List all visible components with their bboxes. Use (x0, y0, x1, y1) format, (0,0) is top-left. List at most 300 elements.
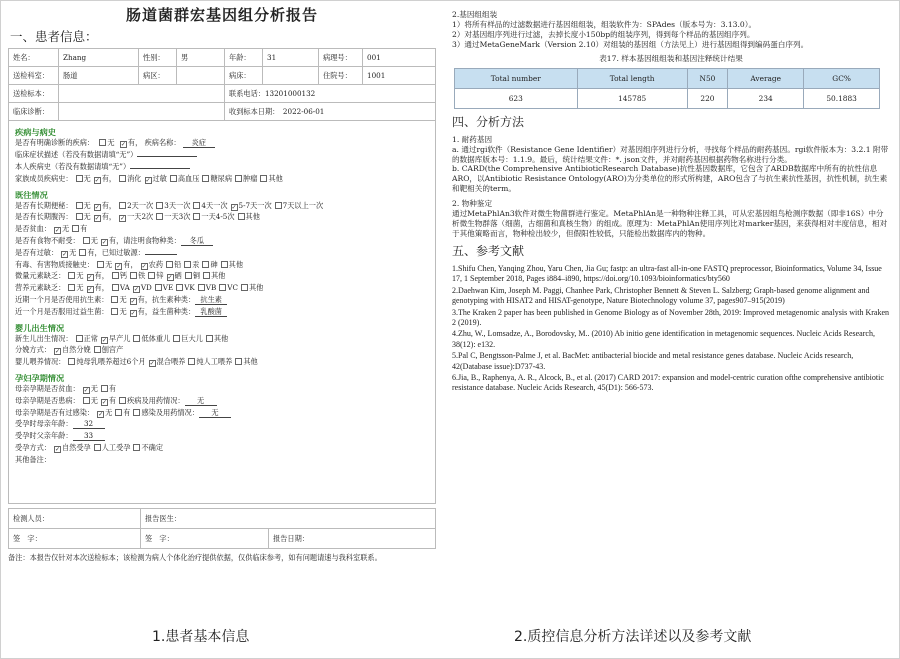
checkbox-option[interactable] (130, 307, 196, 317)
checkmark-icon: ✓ (94, 176, 100, 184)
row-label: 近一个月是否服用过益生菌： (15, 306, 109, 316)
checkbox-option[interactable] (260, 174, 282, 183)
row-label: 受孕时父亲年龄： (15, 431, 73, 441)
report-title: 肠道菌群宏基因组分析报告 (125, 6, 318, 24)
label-bed: 病床： (225, 67, 263, 85)
value-diagnosis (59, 103, 225, 121)
cell: 623 (455, 89, 578, 109)
method-text: a. 通过rgi软件（Resistance Gene Identifier）对基因组序列进行分析，寻找每个样品的耐药基因。rgi软件版本为：3.2.1 附带的数据库版本号：1.1.9。最后，统计结果文件：*. json文件，并对耐药基因根据药物名称进行分类。 (452, 144, 889, 164)
reference-item: 6.Jia, B., Raphenya, A. R., Alcock, B., et al. (2017) CARD 2017: expansion and model-centric curation ofthe comprehensive antibiotic resistance database. Nucleic Acids Research, 45(D1): 566-573. (452, 372, 884, 393)
checkbox-option[interactable] (133, 334, 170, 343)
row-label: 母亲孕期是否患病： (15, 395, 80, 405)
answer-value: 抗生素 (195, 295, 227, 305)
form-row (15, 260, 429, 272)
checkbox-label: 无 (90, 383, 98, 393)
checkbox-option[interactable] (111, 295, 126, 304)
checkmark-icon: ✓ (130, 309, 136, 317)
infant-rows (15, 334, 429, 369)
pregnancy-rows (15, 384, 429, 419)
cell: 50.1883 (804, 89, 880, 109)
checkbox-option[interactable] (133, 408, 199, 417)
checkbox-option[interactable] (193, 201, 227, 210)
label-admission-no: 住院号： (319, 67, 363, 85)
checkbox-option[interactable] (94, 174, 116, 184)
assembly-step: 3）通过MetaGeneMark（Version 2.10）对组装的基因组（方法见上）进行基因组得到编码蛋白序列。 (452, 39, 809, 49)
sign-label: 签 字： (9, 529, 141, 549)
checkbox-icon (260, 175, 267, 182)
checkbox-option[interactable] (83, 236, 98, 245)
checkbox-yes[interactable] (120, 138, 142, 148)
checkmark-icon: ✓ (149, 360, 155, 368)
checkbox-icon (94, 444, 101, 451)
info-row (9, 103, 436, 121)
col-total-length: Total length (577, 69, 687, 89)
checkbox-label: 其他 (245, 212, 260, 222)
checkmark-icon: ✓ (167, 274, 173, 282)
checkbox-option[interactable] (119, 396, 185, 405)
checkmark-icon: ✓ (94, 203, 100, 211)
conception-rows (15, 443, 429, 455)
checkbox-icon (97, 261, 104, 268)
row-label: 母亲孕期是否贫血： (15, 383, 80, 393)
checkbox-option[interactable] (170, 174, 200, 183)
father-age-value: 33 (73, 431, 105, 441)
checkbox-option[interactable] (112, 271, 127, 280)
checkbox-option[interactable] (156, 201, 190, 210)
checkbox-label: 3天一次 (164, 200, 191, 210)
checkbox-option[interactable] (54, 443, 91, 453)
checkbox-icon (83, 397, 90, 404)
checkbox-option[interactable] (115, 408, 130, 417)
value-department: 肠道 (59, 67, 139, 85)
sig-row (9, 529, 436, 549)
answer-value: 无 (185, 396, 217, 406)
assembly-heading: 2.基因组组装 (452, 10, 498, 19)
col-average: Average (728, 69, 804, 89)
value-gender: 男 (177, 49, 225, 67)
checkbox-icon (241, 284, 248, 291)
form-row-symptoms (15, 150, 429, 162)
checkbox-icon (72, 225, 79, 232)
form-row-family-history (15, 174, 429, 186)
checkbox-option[interactable] (219, 283, 238, 292)
checkbox-option[interactable] (155, 283, 173, 292)
checkbox-label: 铅 (174, 259, 182, 269)
section-references: 五、参考文献 (452, 244, 525, 259)
cell: 145785 (577, 89, 687, 109)
form-row (15, 396, 429, 408)
checkbox-label: 5-7天一次 (238, 200, 272, 210)
checkbox-option[interactable] (149, 357, 186, 367)
checkbox-label: VD (140, 283, 152, 293)
row-label: 有毒、有害物质接触史： (15, 259, 95, 269)
checkmark-icon: ✓ (120, 215, 126, 223)
checkbox-label: 有 (108, 383, 117, 393)
checkbox-label: VC (227, 283, 238, 293)
checkbox-icon (166, 261, 173, 268)
checkmark-icon: ✓ (145, 176, 151, 184)
label-phone: 联系电话： (229, 89, 265, 99)
checkbox-option[interactable] (231, 201, 272, 211)
row-label: 近期一个月是否使用抗生素： (15, 294, 109, 304)
checkbox-icon (133, 409, 140, 416)
report-note: 备注：本报告仅针对本次送检标本；该检测为病人个体化治疗提供依据，仅供临床参考，如有问题请速与我科室联系。 (8, 553, 382, 563)
checkbox-option[interactable] (167, 271, 182, 281)
cell: 234 (728, 89, 804, 109)
form-row-conception (15, 443, 429, 455)
checkbox-label: 无 (105, 259, 113, 269)
checkmark-icon: ✓ (87, 286, 93, 294)
checkbox-icon (94, 346, 101, 353)
method-text: b. CARD(the Comprehensive AntibioticResearch Database)抗性基因数据库，它包含了ARDB数据库中所有的抗性信息ARO，以Antibiotic Resistance Ontology(ARO)为分类单位的形式所构建，ARO包含了与抗生素抗性基因，抗性机制，抗生素和靶相关的term。 (452, 164, 888, 194)
checkbox-icon (112, 272, 119, 279)
checkbox-option[interactable] (184, 260, 199, 269)
past-history-rows (15, 201, 429, 319)
checkbox-icon (176, 284, 183, 291)
checkbox-option[interactable] (54, 345, 91, 355)
assembly-step: 1）将所有样品的过滤数据进行基因组组装，组装软件为：SPAdes（版本号为：3.13.0）。 (452, 19, 757, 29)
checkbox-option[interactable] (119, 201, 153, 210)
row-label: 营养元素缺乏： (15, 283, 66, 293)
checkbox-option[interactable] (221, 260, 243, 269)
checkbox-icon (148, 272, 155, 279)
checkbox-label: 无 (119, 294, 127, 304)
row-label: 受孕时母亲年龄： (15, 419, 73, 429)
checkbox-option[interactable] (115, 260, 137, 270)
caption-right: 2.质控信息分析方法详述以及参考文献 (514, 629, 752, 645)
checkbox-icon (111, 296, 118, 303)
label-diagnosis: 临床诊断： (9, 103, 59, 121)
row-label: 是否有长期腹泻： (15, 212, 73, 222)
checkbox-label: 混合喂养 (156, 357, 186, 367)
checkbox-icon (206, 335, 213, 342)
checkmark-icon: ✓ (116, 262, 122, 270)
checkbox-option[interactable] (83, 396, 98, 405)
checkbox-label: 纯母乳喂养超过6个月 (76, 357, 146, 367)
checkbox-label: 7天以上一次 (282, 200, 324, 210)
checkbox-icon (275, 202, 282, 209)
checkbox-option[interactable] (130, 271, 145, 280)
checkbox-label: 有， (101, 212, 117, 222)
checkbox-label: 有 (123, 407, 131, 417)
checkbox-label: 刨宫产 (101, 345, 124, 355)
tester-label: 检测人员： (9, 509, 141, 529)
checkbox-icon (193, 202, 200, 209)
assembly-step: 2）对基因组序列进行过滤，去掉长度小150bp的组装序列，得到每个样品的基因组序列。 (452, 29, 755, 39)
checkbox-option[interactable] (101, 396, 116, 406)
checkbox-option[interactable] (145, 174, 167, 184)
checkbox-option[interactable] (83, 384, 98, 394)
checkbox-option[interactable] (193, 212, 234, 221)
checkmark-icon: ✓ (94, 215, 100, 223)
checkmark-icon: ✓ (54, 227, 60, 235)
form-row (15, 224, 429, 236)
checkbox-option[interactable] (76, 334, 98, 343)
checkbox-icon (119, 202, 126, 209)
doctor-label: 报告医生： (141, 509, 436, 529)
checkbox-icon (155, 284, 162, 291)
checkbox-label: 铜 (192, 271, 200, 281)
info-row (9, 67, 436, 85)
row-label: 微量元素缺乏： (15, 271, 66, 281)
checkbox-label: 无 (119, 306, 127, 316)
checkbox-option[interactable] (79, 248, 145, 257)
value-ward (177, 67, 225, 85)
checkbox-icon (170, 175, 177, 182)
checkbox-option[interactable] (130, 295, 196, 305)
checkbox-label: 钙 (119, 271, 128, 281)
checkmark-icon: ✓ (98, 410, 104, 418)
row-label: 新生儿出生情况： (15, 333, 73, 343)
label-department: 送检科室： (9, 67, 59, 85)
checkbox-option[interactable] (173, 334, 203, 343)
table-row (455, 89, 880, 109)
checkbox-option[interactable] (185, 271, 200, 280)
checkbox-label: 一天2次 (127, 212, 154, 222)
checkbox-option[interactable] (198, 283, 216, 292)
checkbox-option[interactable] (87, 271, 109, 281)
checkbox-option[interactable] (76, 212, 91, 221)
checkbox-label: 锌 (156, 271, 164, 281)
checkmark-icon: ✓ (62, 250, 68, 258)
checkbox-option[interactable] (97, 408, 112, 418)
checkbox-option[interactable] (238, 212, 260, 221)
form-row (15, 384, 429, 396)
row-label: 是否有长期便秘： (15, 200, 73, 210)
checkbox-no[interactable] (99, 138, 114, 147)
checkbox-label: 有， (94, 271, 109, 281)
checkbox-option[interactable] (68, 283, 83, 292)
checkbox-option[interactable] (76, 174, 91, 183)
caption-left: 1.患者基本信息 (152, 629, 250, 645)
form-row (15, 201, 429, 213)
col-n50: N50 (687, 69, 728, 89)
info-row (9, 49, 436, 67)
checkbox-label: 自然受孕 (61, 442, 91, 452)
checkbox-option[interactable] (166, 260, 181, 269)
blank-underline (137, 156, 197, 157)
checkbox-label: 其他 (213, 333, 229, 343)
checkbox-option[interactable] (241, 283, 263, 292)
checkbox-option[interactable] (156, 212, 190, 221)
checkbox-option[interactable] (97, 260, 112, 269)
checkbox-label: 无 (83, 212, 91, 222)
checkmark-icon: ✓ (101, 336, 107, 344)
reference-item: 4.Zhu, W., Lomsadze, A., Borodovsky, M.. (2010) Ab initio gene identification in metagenomic sequences. Nucleic Acids Research, 38(12): e132. (452, 329, 875, 349)
checkbox-icon (133, 444, 140, 451)
row-label: 受孕方式： (15, 442, 51, 452)
checkbox-label: VK (184, 283, 195, 293)
checkbox-label: 有，抗生素种类： (137, 294, 196, 304)
reference-list (452, 264, 890, 394)
checkbox-label: 无 (76, 271, 84, 281)
checkbox-option[interactable] (119, 174, 141, 183)
checkbox-icon (111, 308, 118, 315)
label-ward: 病区： (139, 67, 177, 85)
form-row (15, 236, 429, 248)
checkbox-option[interactable] (206, 334, 228, 343)
checkbox-label: 铁 (138, 271, 146, 281)
phone-cell (225, 85, 436, 103)
value-phone: 13201000132 (264, 89, 316, 99)
row-label: 是否有过敏： (15, 247, 59, 257)
checkbox-option[interactable] (101, 236, 181, 246)
checkbox-icon (202, 261, 209, 268)
checkbox-option[interactable] (176, 283, 195, 292)
method-text: 通过MetaPhlAn3软件对微生物菌群进行鉴定。MetaPhlAn是一种物种注释工具，可从宏基因组鸟枪测序数据（即非16S）中分析微生物群落（细菌，古细菌和真核生物）的组成。原理为：MetaPhlAn使用序列比对marker基因，来获得相对丰度信息，相对于其他策略而言，物种检出较少，但假阳性较低，只能检出数据库内的物种。 (452, 208, 888, 238)
checkmark-icon: ✓ (87, 274, 93, 282)
checkbox-option[interactable] (202, 260, 217, 269)
checkbox-option[interactable] (148, 271, 163, 280)
checkmark-icon: ✓ (83, 386, 89, 394)
checkbox-label: 其他 (228, 259, 244, 269)
checkbox-option[interactable] (68, 357, 145, 366)
method-heading: 1. 耐药基因 (452, 134, 493, 144)
row-label: 家族成员疾病史： (15, 173, 73, 183)
checkbox-option[interactable] (141, 260, 163, 270)
medical-history-form (8, 121, 436, 504)
checkbox-option[interactable] (94, 443, 131, 452)
answer-value: 冬瓜 (181, 236, 213, 246)
checkbox-label: 巨大儿 (181, 333, 203, 343)
checkbox-label: 无 (69, 247, 77, 257)
checkbox-label: 自然分娩 (61, 345, 91, 355)
checkbox-label: 低体重儿 (141, 333, 171, 343)
checkmark-icon: ✓ (141, 262, 147, 270)
label-age: 年龄： (225, 49, 263, 67)
form-row (15, 248, 429, 260)
checkmark-icon: ✓ (130, 297, 136, 305)
checkbox-option[interactable] (76, 201, 91, 210)
mother-age-value: 32 (73, 419, 105, 429)
row-label: 是否贫血： (15, 224, 51, 234)
checkbox-icon (79, 249, 86, 256)
checkbox-option[interactable] (94, 345, 124, 354)
checkbox-icon (76, 202, 83, 209)
checkbox-option[interactable] (101, 384, 116, 393)
section-disease-history: 疾病与病史 (15, 127, 56, 138)
col-total-number: Total number (455, 69, 578, 89)
checkbox-label: 无 (83, 173, 91, 183)
checkbox-icon (76, 213, 83, 220)
checkbox-icon (112, 284, 119, 291)
value-bed (263, 67, 319, 85)
checkbox-option[interactable] (202, 174, 232, 183)
row-label: 临床症状描述（若没有数据请填“无”） (15, 150, 138, 160)
checkbox-label: 无 (107, 138, 115, 148)
report-date-label: 报告日期： (269, 529, 436, 549)
checkbox-option[interactable] (133, 283, 152, 293)
label-name: 姓名： (9, 49, 59, 67)
checkbox-label: 有 (80, 224, 88, 234)
form-row-personal-history (15, 162, 429, 174)
cell: 220 (687, 89, 728, 109)
date-cell (225, 103, 436, 121)
checkbox-icon (76, 335, 83, 342)
method-heading: 2. 物种鉴定 (452, 199, 493, 209)
checkbox-option[interactable] (72, 224, 87, 233)
checkbox-option[interactable] (275, 201, 324, 210)
checkbox-label: 农药 (148, 259, 164, 269)
checkbox-icon (173, 335, 180, 342)
table-header-row (455, 69, 880, 89)
checkbox-option[interactable] (54, 224, 69, 234)
checkbox-label: 肿瘤 (243, 173, 258, 183)
reference-item: 3.The Kraken 2 paper has been published in Genome Biology as of November 28th, 2019: Improved metagenomic analysis with Kraken 2 (2019). (452, 307, 889, 328)
checkbox-label: 纯人工喂养 (196, 357, 233, 367)
checkbox-label: VE (162, 283, 174, 293)
section-analysis-methods: 四、分析方法 (452, 115, 525, 130)
checkbox-icon (133, 335, 140, 342)
section-past-history: 既往情况 (15, 189, 48, 200)
checkmark-icon: ✓ (133, 286, 139, 294)
checkbox-label: 有， (101, 173, 117, 183)
checkmark-icon: ✓ (54, 445, 60, 453)
checkbox-option[interactable] (87, 283, 109, 293)
value-received-date: 2022-06-01 (282, 107, 325, 117)
checkbox-option[interactable] (94, 212, 116, 222)
checkbox-option[interactable] (94, 201, 116, 211)
checkmark-icon: ✓ (231, 203, 237, 211)
value-age: 31 (263, 49, 319, 67)
form-row (15, 212, 429, 224)
label-specimen: 送检标本： (9, 85, 59, 103)
blank-underline (130, 168, 190, 169)
row-label: 本人疾病史（若没有数据请填“无”） (15, 161, 131, 171)
checkbox-option[interactable] (111, 307, 126, 316)
checkbox-option[interactable] (119, 212, 153, 222)
reference-item: 1.Shifu Chen, Yanqing Zhou, Yaru Chen, Jia Gu; fastp: an ultra-fast all-in-one FASTQ preprocessor, Bioinformatics, Volume 34, Issue 17, 1 September 2018, Pages i884–i890, https://doi.org/10.1093/bioinformatics/bty560 (452, 264, 882, 284)
checkbox-label: 无 (90, 235, 98, 245)
checkbox-option[interactable] (203, 271, 225, 280)
checkbox-option[interactable] (68, 271, 83, 280)
checkbox-option[interactable] (235, 357, 257, 366)
checkmark-icon: ✓ (101, 398, 107, 406)
checkbox-icon (68, 284, 75, 291)
checkbox-icon (119, 175, 126, 182)
checkbox-icon (188, 358, 195, 365)
checkbox-option[interactable] (112, 283, 130, 292)
disease-name-value: 炎症 (183, 138, 215, 148)
row-label: 是否有食物不耐受： (15, 235, 80, 245)
checkbox-label: 一天3次 (164, 212, 191, 222)
checkbox-option[interactable] (235, 174, 257, 183)
checkbox-option[interactable] (188, 357, 232, 366)
row-label: 母亲孕期是否有过感染： (15, 407, 95, 417)
checkbox-label: 过敏 (152, 173, 167, 183)
checkbox-option[interactable] (133, 443, 163, 452)
label-received-date: 收到标本日期： (229, 107, 276, 117)
checkbox-option[interactable] (61, 248, 76, 258)
checkbox-label: 4天一次 (201, 200, 228, 210)
checkbox-label: 有，益生菌种类： (137, 306, 196, 316)
checkbox-icon (185, 272, 192, 279)
info-row (9, 85, 436, 103)
checkbox-icon (235, 358, 242, 365)
checkbox-option[interactable] (101, 334, 131, 344)
row-label: 分娩方式： (15, 345, 51, 355)
checkmark-icon: ✓ (101, 238, 107, 246)
row-label: 婴儿喂养情况： (15, 357, 66, 367)
checkbox-icon (156, 213, 163, 220)
answer-value: 无 (199, 408, 231, 418)
checkbox-icon (219, 284, 226, 291)
form-row-father-age (15, 431, 429, 443)
checkbox-label: 人工受孕 (101, 442, 131, 452)
disease-name-label: 疾病名称： (144, 138, 181, 148)
checkbox-label: 早产儿 (108, 333, 131, 343)
section-patient-info: 一、患者信息： (10, 28, 98, 44)
